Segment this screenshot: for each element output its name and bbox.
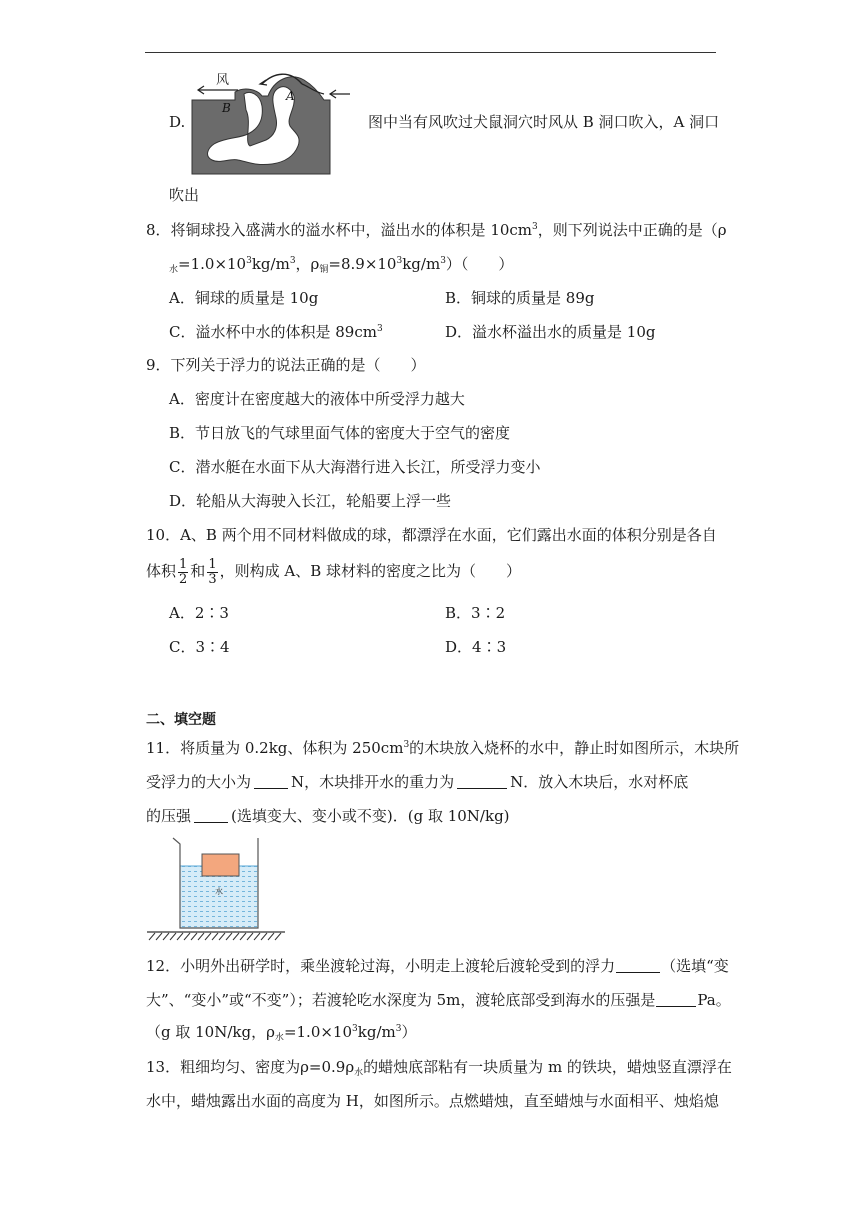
q7-option-d-label: D.: [169, 113, 186, 131]
q11-beaker-figure: [145, 834, 290, 942]
q9-option-b: B．节日放飞的气球里面气体的密度大于空气的密度: [169, 424, 511, 442]
q8-stem: 8．将铜球投入盛满水的溢水杯中，溢出水的体积是 $10cm^3$，则下列说法中正确的是（ρ: [146, 221, 727, 239]
q8-stem-cont: $_水=1.0\times 10^3kg/m^3$，$\rho_铜=8.9\times 10^3kg/m^3$）（ ）: [169, 255, 514, 275]
answer-blank: [194, 808, 228, 823]
fraction-half: $\frac{1}{2}$: [179, 556, 188, 587]
q7-option-d-text: 图中当有风吹过犬鼠洞穴时风从 B 洞口吹入，A 洞口: [368, 113, 720, 131]
fig-wind-label: 风: [216, 73, 230, 88]
q12-stem-cont2: （g 取 10N/kg，$\rho_水=1.0\times 10^3kg/m^3$）: [146, 1023, 417, 1043]
q11-stem-cont2: 的压强 (选填变大、变小或不变)．(g 取 10N/kg): [146, 807, 510, 825]
q10-option-a: A．2∶3: [169, 604, 229, 622]
answer-blank: [616, 958, 660, 973]
q9-stem: 9．下列关于浮力的说法正确的是（ ）: [146, 356, 426, 374]
q7-burrow-figure: [190, 66, 360, 176]
fig-a-label: A: [286, 89, 295, 103]
header-rule: [145, 52, 716, 53]
q10-stem: 10．A、B 两个用不同材料做成的球，都漂浮在水面，它们露出水面的体积分别是各自: [146, 526, 717, 544]
q8-option-a: A．铜球的质量是 10g: [169, 289, 319, 307]
q10-option-c: C．3∶4: [169, 638, 230, 656]
q10-stem-cont: 体积 $\frac{1}{2}$ 和 $\frac{1}{3}$ ，则构成 A、B 球材料的密度之比为（ ）: [146, 556, 521, 587]
q11-stem-cont: 受浮力的大小为 N，木块排开水的重力为 N．放入木块后，水对杯底: [146, 773, 689, 791]
q12-stem: 12．小明外出研学时，乘坐渡轮过海，小明走上渡轮后渡轮受到的浮力 （选填“变: [146, 957, 729, 975]
q11-stem: 11．将质量为 0.2kg、体积为 $250cm^3$的木块放入烧杯的水中，静止时如图所示，木块所: [146, 739, 740, 757]
section-heading-fill-blank: 二、填空题: [146, 712, 216, 728]
fig-water-label: 水: [215, 887, 223, 896]
q8-option-c: C．溢水杯中水的体积是 $89cm^3$: [169, 323, 383, 341]
q12-stem-cont: 大”、“变小”或“不变”）；若渡轮吃水深度为 5m，渡轮底部受到海水的压强是 Pa。: [146, 991, 731, 1009]
q9-option-a: A．密度计在密度越大的液体中所受浮力越大: [169, 390, 465, 408]
answer-blank: [457, 774, 507, 789]
q7-option-d-text-cont: 吹出: [169, 186, 200, 204]
fig-b-label: B: [222, 101, 231, 115]
q10-option-b: B．3∶2: [445, 604, 506, 622]
q8-option-b: B．铜球的质量是 89g: [445, 289, 595, 307]
q13-stem-cont: 水中，蜡烛露出水面的高度为 H，如图所示。点燃蜡烛，直至蜡烛与水面相平、烛焰熄: [146, 1092, 719, 1110]
q9-option-d: D．轮船从大海驶入长江，轮船要上浮一些: [169, 492, 452, 510]
q10-option-d: D．4∶3: [445, 638, 507, 656]
answer-blank: [656, 992, 696, 1007]
fraction-third: $\frac{1}{3}$: [208, 556, 217, 587]
answer-blank: [254, 774, 288, 789]
q13-stem: 13．粗细均匀、密度为$\rho=0.9\rho_水$的蜡烛底部粘有一块质量为 m 的铁块，蜡烛竖直漂浮在: [146, 1058, 732, 1078]
q8-option-d: D．溢水杯溢出水的质量是 10g: [445, 323, 656, 341]
q9-option-c: C．潜水艇在水面下从大海潜行进入长江，所受浮力变小: [169, 458, 541, 476]
